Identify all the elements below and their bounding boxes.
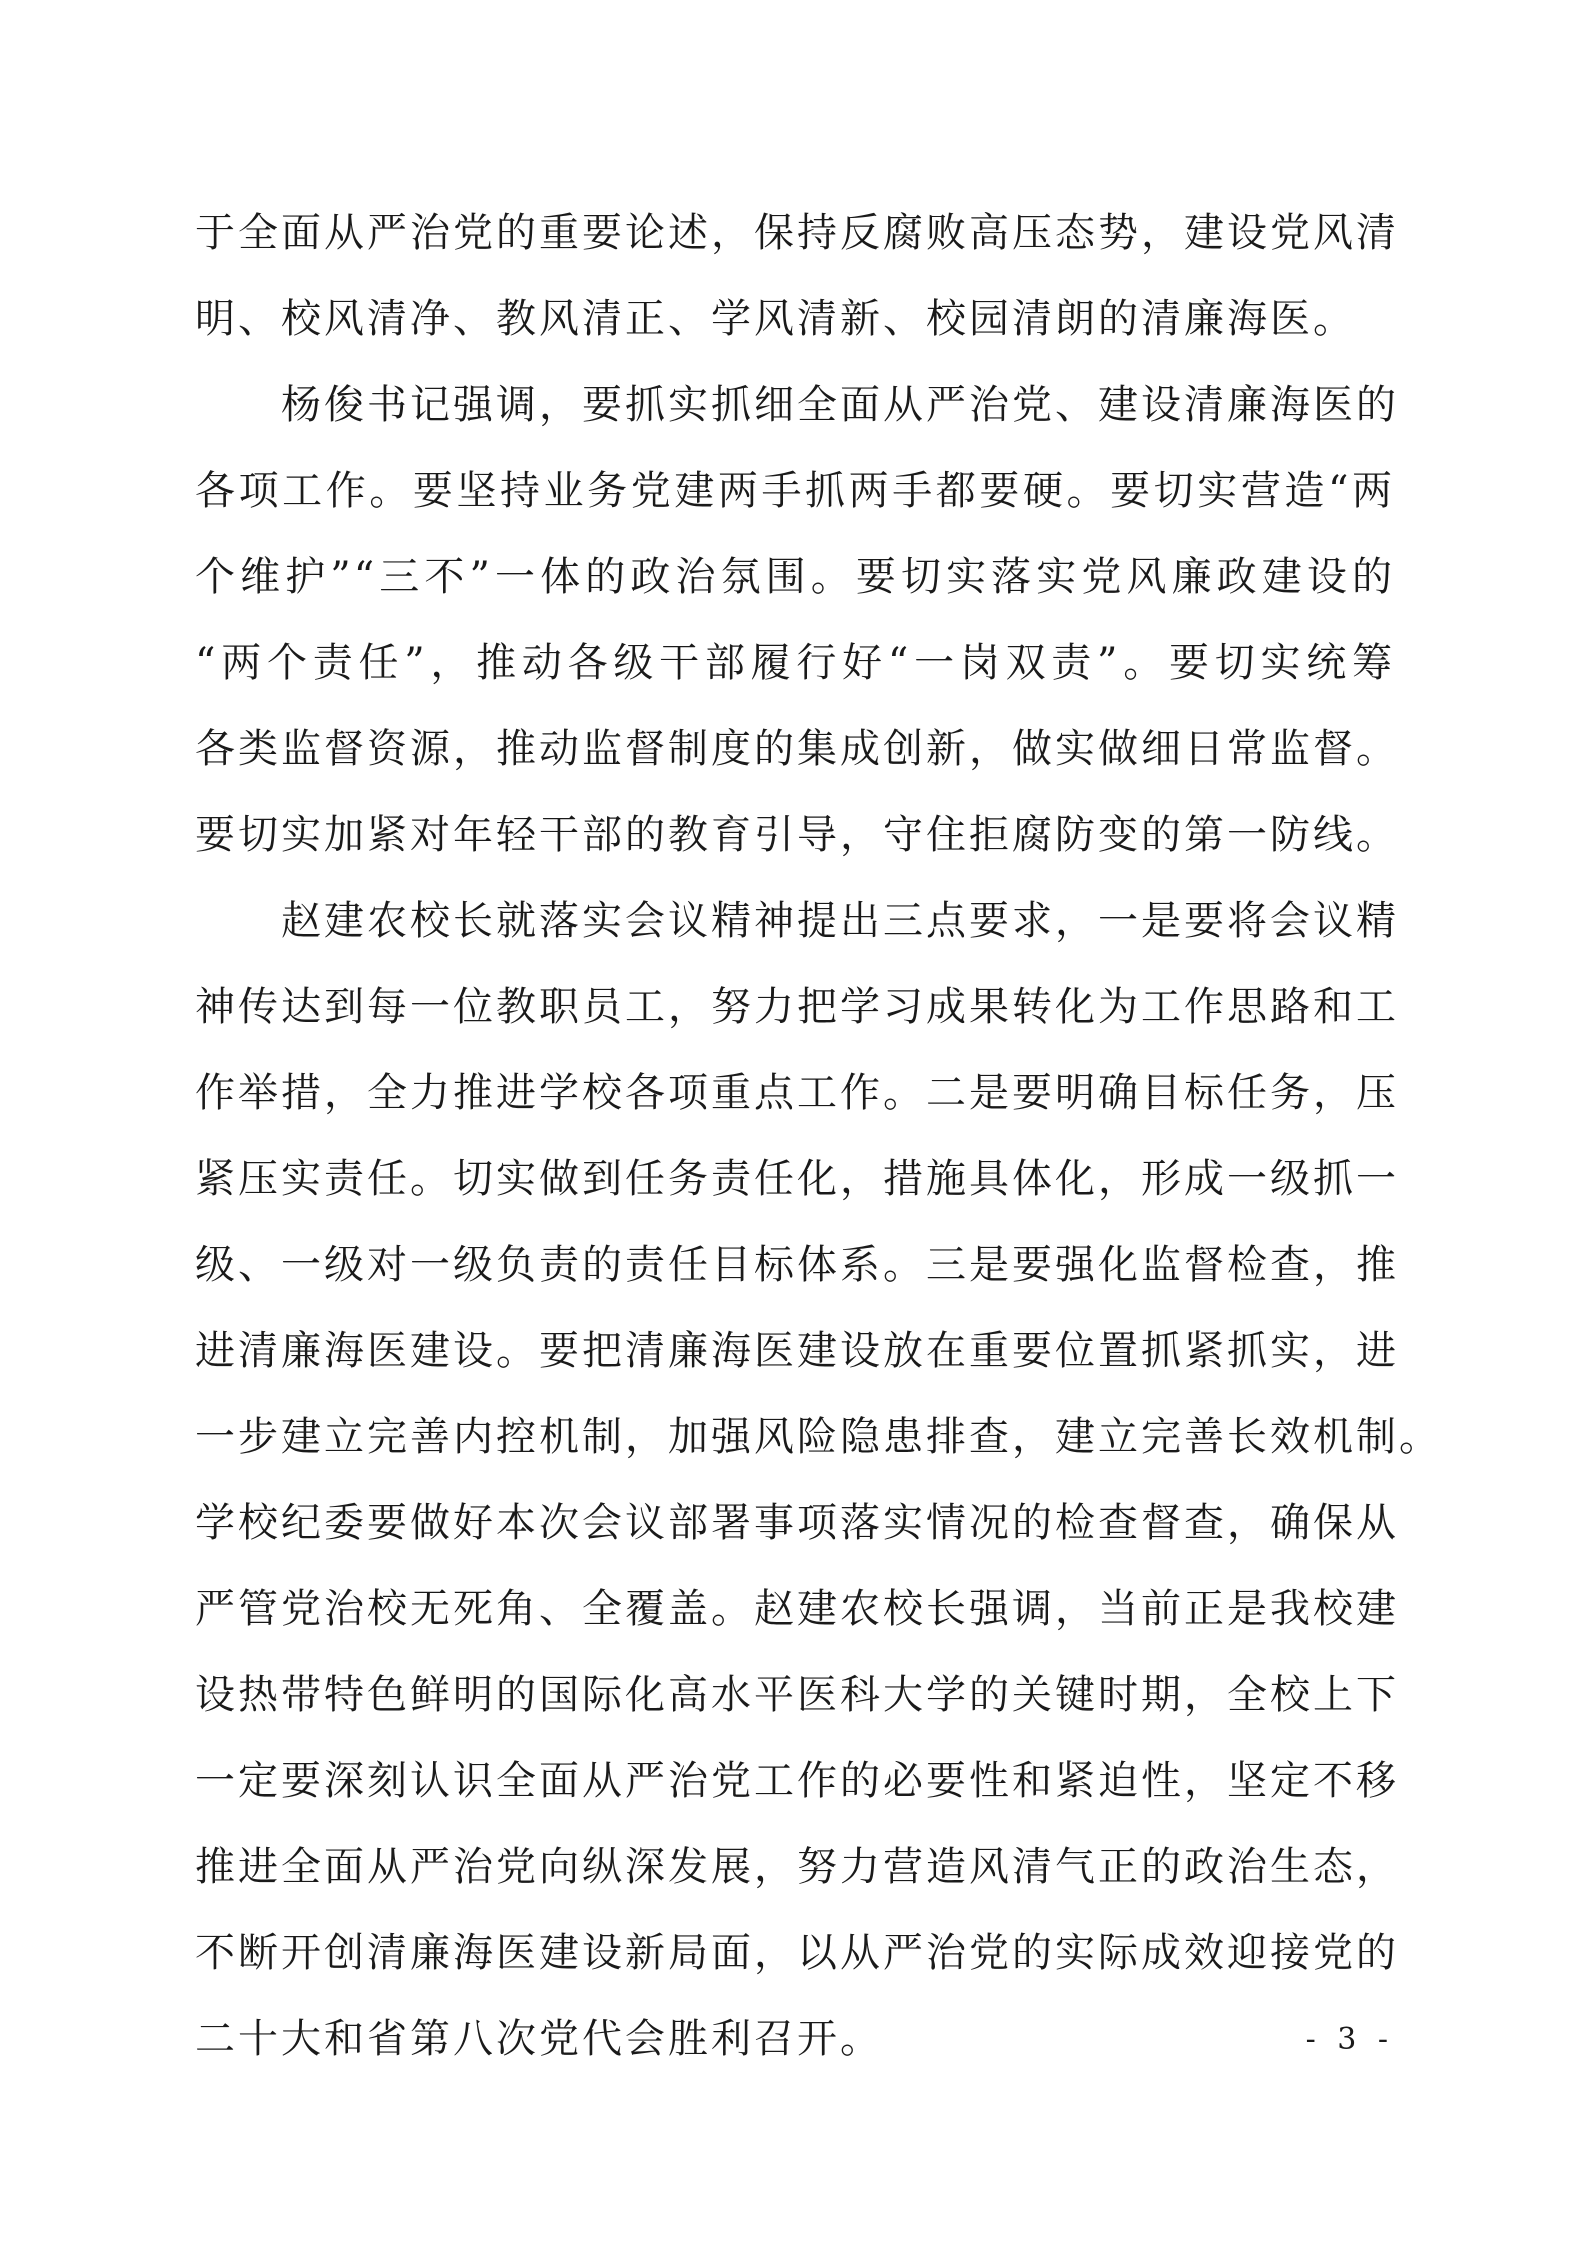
text-line-3: 杨俊书记强调，要抓实抓细全面从严治党、建设清廉海医的 [281,382,1399,428]
text-line-4: 各项工作。要坚持业务党建两手抓两手都要硬。要切实营造“两 [195,468,1395,514]
text-line-21: 不断开创清廉海医建设新局面，以从严治党的实际成效迎接党的 [195,1930,1399,1976]
text-line-22: 二十大和省第八次党代会胜利召开。 [195,2016,883,2062]
text-line-11: 作举措，全力推进学校各项重点工作。二是要明确目标任务，压 [195,1070,1399,1116]
text-line-7: 各类监督资源，推动监督制度的集成创新，做实做细日常监督。 [195,726,1399,772]
text-line-10: 神传达到每一位教职员工，努力把学习成果转化为工作思路和工 [195,984,1399,1030]
text-line-17: 严管党治校无死角、全覆盖。赵建农校长强调，当前正是我校建 [195,1586,1399,1632]
text-line-13: 级、一级对一级负责的责任目标体系。三是要强化监督检查，推 [195,1242,1399,1288]
page-number: - 3 - [1305,2022,1394,2057]
text-line-8: 要切实加紧对年轻干部的教育引导，守住拒腐防变的第一防线。 [195,812,1399,858]
body-text [195,190,1442,2082]
text-line-9: 赵建农校长就落实会议精神提出三点要求，一是要将会议精 [281,898,1399,944]
text-line-18: 设热带特色鲜明的国际化高水平医科大学的关键时期，全校上下 [195,1672,1399,1718]
text-line-5: 个维护”“三不”一体的政治氛围。要切实落实党风廉政建设的 [195,554,1395,600]
text-line-15: 一步建立完善内控机制，加强风险隐患排查，建立完善长效机制。 [195,1414,1442,1460]
text-line-20: 推进全面从严治党向纵深发展，努力营造风清气正的政治生态， [195,1844,1399,1890]
text-line-12: 紧压实责任。切实做到任务责任化，措施具体化，形成一级抓一 [195,1156,1399,1202]
text-line-6: “两个责任”，推动各级干部履行好“一岗双责”。要切实统筹 [195,640,1395,686]
text-line-1: 于全面从严治党的重要论述，保持反腐败高压态势，建设党风清 [195,210,1399,256]
text-line-14: 进清廉海医建设。要把清廉海医建设放在重要位置抓紧抓实，进 [195,1328,1399,1374]
text-line-2: 明、校风清净、教风清正、学风清新、校园清朗的清廉海医。 [195,296,1356,342]
text-line-16: 学校纪委要做好本次会议部署事项落实情况的检查督查，确保从 [195,1500,1399,1546]
text-line-19: 一定要深刻认识全面从严治党工作的必要性和紧迫性，坚定不移 [195,1758,1399,1804]
